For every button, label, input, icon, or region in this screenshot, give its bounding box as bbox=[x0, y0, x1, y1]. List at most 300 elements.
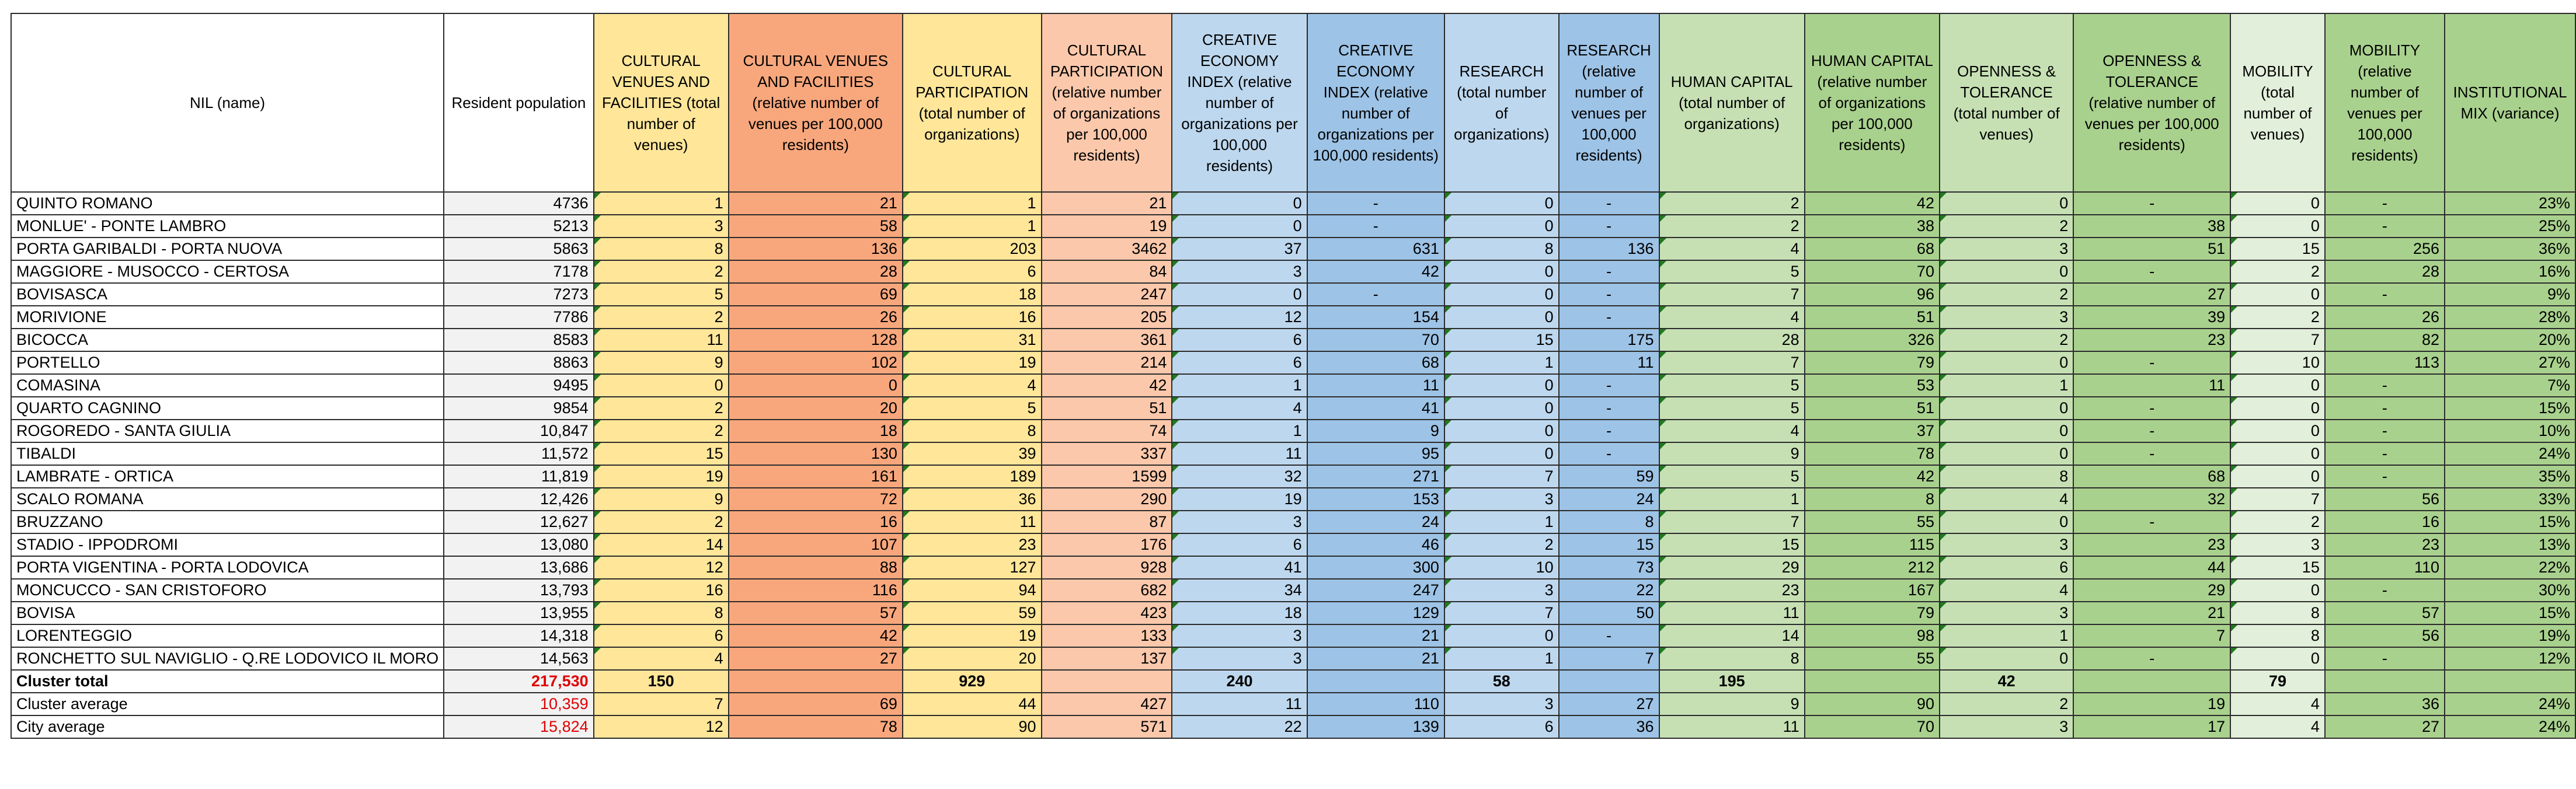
value-cell: 11 bbox=[1659, 602, 1805, 624]
value-cell: 27 bbox=[729, 647, 903, 670]
value-cell: 1 bbox=[1940, 374, 2073, 397]
value-cell: - bbox=[1559, 624, 1659, 647]
value-cell: 28% bbox=[2445, 306, 2575, 329]
value-cell: 0 bbox=[1444, 192, 1559, 215]
value-cell: 6 bbox=[1940, 556, 2073, 579]
value-cell: 247 bbox=[1307, 579, 1444, 602]
value-cell: 7 bbox=[2073, 624, 2230, 647]
value-cell: 36 bbox=[1559, 715, 1659, 738]
value-cell: 9 bbox=[1307, 420, 1444, 442]
value-cell: 247 bbox=[1042, 283, 1172, 306]
value-cell: 38 bbox=[1805, 215, 1940, 238]
value-cell: 7 bbox=[594, 693, 729, 715]
value-cell bbox=[729, 670, 903, 693]
value-cell: 90 bbox=[903, 715, 1042, 738]
table-row bbox=[11, 374, 2575, 397]
nil-name-cell: LORENTEGGIO bbox=[11, 624, 444, 647]
value-cell: 361 bbox=[1042, 329, 1172, 351]
nil-name-cell: MORIVIONE bbox=[11, 306, 444, 329]
value-cell: 11 bbox=[1659, 715, 1805, 738]
value-cell: 28 bbox=[729, 260, 903, 283]
nil-name-cell: ROGOREDO - SANTA GIULIA bbox=[11, 420, 444, 442]
value-cell: 153 bbox=[1307, 488, 1444, 511]
value-cell: 19 bbox=[903, 351, 1042, 374]
value-cell: 175 bbox=[1559, 329, 1659, 351]
value-cell: 95 bbox=[1307, 442, 1444, 465]
population-cell: 7786 bbox=[444, 306, 594, 329]
value-cell: 5 bbox=[1659, 465, 1805, 488]
value-cell: 27% bbox=[2445, 351, 2575, 374]
value-cell: 23% bbox=[2445, 192, 2575, 215]
value-cell: 51 bbox=[2073, 238, 2230, 260]
value-cell: 26 bbox=[729, 306, 903, 329]
value-cell: 110 bbox=[1307, 693, 1444, 715]
value-cell: 9 bbox=[1659, 442, 1805, 465]
table-row bbox=[11, 647, 2575, 670]
value-cell: 10 bbox=[2230, 351, 2325, 374]
value-cell: 4 bbox=[1659, 420, 1805, 442]
value-cell: 27 bbox=[2073, 283, 2230, 306]
value-cell: 57 bbox=[2325, 602, 2445, 624]
value-cell: 2 bbox=[2230, 306, 2325, 329]
value-cell: 11 bbox=[2073, 374, 2230, 397]
value-cell: 15 bbox=[1559, 533, 1659, 556]
value-cell: 1 bbox=[1172, 420, 1307, 442]
value-cell: 73 bbox=[1559, 556, 1659, 579]
value-cell: 27 bbox=[1559, 693, 1659, 715]
population-cell: 8583 bbox=[444, 329, 594, 351]
value-cell: 42 bbox=[729, 624, 903, 647]
value-cell: 176 bbox=[1042, 533, 1172, 556]
value-cell: 11 bbox=[1307, 374, 1444, 397]
value-cell: 18 bbox=[729, 420, 903, 442]
nil-name-cell: STADIO - IPPODROMI bbox=[11, 533, 444, 556]
value-cell: 0 bbox=[2230, 579, 2325, 602]
value-cell: 39 bbox=[903, 442, 1042, 465]
value-cell: 9 bbox=[594, 488, 729, 511]
value-cell: 28 bbox=[2325, 260, 2445, 283]
value-cell: 55 bbox=[1805, 511, 1940, 533]
value-cell: 70 bbox=[1805, 715, 1940, 738]
value-cell: 21 bbox=[1307, 624, 1444, 647]
value-cell: 0 bbox=[1444, 215, 1559, 238]
value-cell: 2 bbox=[594, 397, 729, 420]
value-cell: 21 bbox=[729, 192, 903, 215]
value-cell: 8 bbox=[1444, 238, 1559, 260]
value-cell: - bbox=[2073, 192, 2230, 215]
nil-name-cell: BRUZZANO bbox=[11, 511, 444, 533]
value-cell: 20% bbox=[2445, 329, 2575, 351]
nil-name-cell: SCALO ROMANA bbox=[11, 488, 444, 511]
value-cell: 1 bbox=[1444, 647, 1559, 670]
value-cell: 0 bbox=[1444, 306, 1559, 329]
value-cell: 4 bbox=[1940, 488, 2073, 511]
population-cell: 5863 bbox=[444, 238, 594, 260]
value-cell: 78 bbox=[729, 715, 903, 738]
value-cell: 214 bbox=[1042, 351, 1172, 374]
value-cell: 427 bbox=[1042, 693, 1172, 715]
value-cell: 68 bbox=[1307, 351, 1444, 374]
value-cell: 3 bbox=[1940, 533, 2073, 556]
value-cell: 7% bbox=[2445, 374, 2575, 397]
value-cell: 139 bbox=[1307, 715, 1444, 738]
table-row bbox=[11, 579, 2575, 602]
value-cell: 15 bbox=[2230, 238, 2325, 260]
population-cell: 14,318 bbox=[444, 624, 594, 647]
table-row bbox=[11, 306, 2575, 329]
value-cell: 15% bbox=[2445, 397, 2575, 420]
value-cell: 32 bbox=[2073, 488, 2230, 511]
value-cell: 20 bbox=[729, 397, 903, 420]
table-row bbox=[11, 260, 2575, 283]
population-cell: 4736 bbox=[444, 192, 594, 215]
value-cell: 11 bbox=[903, 511, 1042, 533]
value-cell: 23 bbox=[2325, 533, 2445, 556]
value-cell: 74 bbox=[1042, 420, 1172, 442]
value-cell: 0 bbox=[1172, 192, 1307, 215]
value-cell: 3 bbox=[1172, 260, 1307, 283]
population-cell: 7273 bbox=[444, 283, 594, 306]
value-cell: 136 bbox=[1559, 238, 1659, 260]
value-cell: 42 bbox=[1042, 374, 1172, 397]
value-cell: 12% bbox=[2445, 647, 2575, 670]
value-cell: 15% bbox=[2445, 602, 2575, 624]
value-cell: 25% bbox=[2445, 215, 2575, 238]
value-cell: 5 bbox=[594, 283, 729, 306]
value-cell: 22 bbox=[1172, 715, 1307, 738]
value-cell: 94 bbox=[903, 579, 1042, 602]
nil-name-cell: PORTA GARIBALDI - PORTA NUOVA bbox=[11, 238, 444, 260]
value-cell: 11 bbox=[1172, 693, 1307, 715]
value-cell: 8 bbox=[1559, 511, 1659, 533]
value-cell: 2 bbox=[2230, 260, 2325, 283]
value-cell: 12 bbox=[594, 556, 729, 579]
value-cell: 3 bbox=[1940, 715, 2073, 738]
value-cell: 8 bbox=[2230, 624, 2325, 647]
value-cell: 8 bbox=[1805, 488, 1940, 511]
value-cell: 96 bbox=[1805, 283, 1940, 306]
value-cell: 2 bbox=[594, 306, 729, 329]
value-cell: 6 bbox=[594, 624, 729, 647]
value-cell: 36 bbox=[2325, 693, 2445, 715]
value-cell: - bbox=[1559, 306, 1659, 329]
value-cell: - bbox=[2325, 374, 2445, 397]
value-cell: 0 bbox=[1940, 420, 2073, 442]
value-cell: 212 bbox=[1805, 556, 1940, 579]
value-cell: 88 bbox=[729, 556, 903, 579]
value-cell: 2 bbox=[1659, 215, 1805, 238]
value-cell: 8 bbox=[2230, 602, 2325, 624]
population-cell: 13,686 bbox=[444, 556, 594, 579]
value-cell: 0 bbox=[1940, 192, 2073, 215]
value-cell: 16 bbox=[2325, 511, 2445, 533]
value-cell: 14 bbox=[1659, 624, 1805, 647]
value-cell: 11 bbox=[594, 329, 729, 351]
value-cell: 58 bbox=[729, 215, 903, 238]
value-cell: 21 bbox=[2073, 602, 2230, 624]
value-cell: 2 bbox=[2230, 511, 2325, 533]
value-cell: 11 bbox=[1559, 351, 1659, 374]
value-cell: 39 bbox=[2073, 306, 2230, 329]
nil-name-cell: PORTELLO bbox=[11, 351, 444, 374]
value-cell: 2 bbox=[1659, 192, 1805, 215]
value-cell: 23 bbox=[903, 533, 1042, 556]
value-cell bbox=[1307, 670, 1444, 693]
value-cell: 69 bbox=[729, 283, 903, 306]
nil-name-cell: QUARTO CAGNINO bbox=[11, 397, 444, 420]
table-row bbox=[11, 420, 2575, 442]
value-cell: 22 bbox=[1559, 579, 1659, 602]
value-cell: 23 bbox=[2073, 533, 2230, 556]
city-average-row bbox=[11, 715, 2575, 738]
value-cell: 42 bbox=[1940, 670, 2073, 693]
value-cell: 929 bbox=[903, 670, 1042, 693]
value-cell: 133 bbox=[1042, 624, 1172, 647]
value-cell: 423 bbox=[1042, 602, 1172, 624]
value-cell: 41 bbox=[1172, 556, 1307, 579]
value-cell: 571 bbox=[1042, 715, 1172, 738]
value-cell: 3 bbox=[1172, 647, 1307, 670]
value-cell: 36% bbox=[2445, 238, 2575, 260]
header-human-capital-total: HUMAN CAPITAL (total number of organizations) bbox=[1659, 13, 1805, 192]
value-cell: - bbox=[2325, 192, 2445, 215]
value-cell: 79 bbox=[1805, 351, 1940, 374]
value-cell: - bbox=[1559, 260, 1659, 283]
value-cell: 15% bbox=[2445, 511, 2575, 533]
value-cell: 15 bbox=[1659, 533, 1805, 556]
value-cell: 2 bbox=[1940, 215, 2073, 238]
nil-name-cell: PORTA VIGENTINA - PORTA LODOVICA bbox=[11, 556, 444, 579]
value-cell: 26 bbox=[2325, 306, 2445, 329]
nil-name-cell: Cluster average bbox=[11, 693, 444, 715]
value-cell: 10 bbox=[1444, 556, 1559, 579]
value-cell: 4 bbox=[1940, 579, 2073, 602]
value-cell: 7 bbox=[1559, 647, 1659, 670]
value-cell: 12 bbox=[1172, 306, 1307, 329]
value-cell: 4 bbox=[2230, 715, 2325, 738]
value-cell: 17 bbox=[2073, 715, 2230, 738]
value-cell: - bbox=[2325, 397, 2445, 420]
value-cell: - bbox=[1559, 420, 1659, 442]
value-cell: 7 bbox=[1444, 465, 1559, 488]
value-cell: 161 bbox=[729, 465, 903, 488]
value-cell: 5 bbox=[1659, 260, 1805, 283]
value-cell: 150 bbox=[594, 670, 729, 693]
value-cell: 0 bbox=[1940, 351, 2073, 374]
value-cell: 8 bbox=[594, 602, 729, 624]
value-cell: 271 bbox=[1307, 465, 1444, 488]
value-cell: 0 bbox=[1940, 647, 2073, 670]
value-cell: 0 bbox=[2230, 442, 2325, 465]
value-cell: 33% bbox=[2445, 488, 2575, 511]
population-cell: 12,627 bbox=[444, 511, 594, 533]
value-cell: - bbox=[2073, 511, 2230, 533]
value-cell: 18 bbox=[1172, 602, 1307, 624]
value-cell: 18 bbox=[903, 283, 1042, 306]
value-cell: 7 bbox=[2230, 488, 2325, 511]
header-nil-name: NIL (name) bbox=[11, 13, 444, 192]
value-cell: 53 bbox=[1805, 374, 1940, 397]
value-cell: 5 bbox=[1659, 374, 1805, 397]
value-cell: 1599 bbox=[1042, 465, 1172, 488]
value-cell: 0 bbox=[1444, 397, 1559, 420]
value-cell: 189 bbox=[903, 465, 1042, 488]
table-row bbox=[11, 351, 2575, 374]
table-row bbox=[11, 602, 2575, 624]
value-cell: 129 bbox=[1307, 602, 1444, 624]
value-cell: 16 bbox=[729, 511, 903, 533]
value-cell: 1 bbox=[1444, 351, 1559, 374]
value-cell: 3 bbox=[1444, 488, 1559, 511]
value-cell: 0 bbox=[2230, 420, 2325, 442]
value-cell: 69 bbox=[729, 693, 903, 715]
value-cell: 12 bbox=[594, 715, 729, 738]
nil-name-cell: Cluster total bbox=[11, 670, 444, 693]
value-cell: 15 bbox=[594, 442, 729, 465]
value-cell: 3462 bbox=[1042, 238, 1172, 260]
table-row bbox=[11, 624, 2575, 647]
value-cell: 87 bbox=[1042, 511, 1172, 533]
table-row bbox=[11, 533, 2575, 556]
value-cell: - bbox=[1559, 397, 1659, 420]
value-cell: 115 bbox=[1805, 533, 1940, 556]
value-cell: 300 bbox=[1307, 556, 1444, 579]
value-cell: 0 bbox=[729, 374, 903, 397]
value-cell: 68 bbox=[1805, 238, 1940, 260]
header-cultural-participation-total: CULTURAL PARTICIPATION (total number of organizations) bbox=[903, 13, 1042, 192]
value-cell: 29 bbox=[2073, 579, 2230, 602]
header-human-capital-relative: HUMAN CAPITAL (relative number of organizations per 100,000 residents) bbox=[1805, 13, 1940, 192]
value-cell: 24% bbox=[2445, 693, 2575, 715]
nil-name-cell: BOVISA bbox=[11, 602, 444, 624]
value-cell: 4 bbox=[1659, 306, 1805, 329]
nil-name-cell: MAGGIORE - MUSOCCO - CERTOSA bbox=[11, 260, 444, 283]
value-cell: 8 bbox=[1940, 465, 2073, 488]
value-cell: 41 bbox=[1307, 397, 1444, 420]
value-cell: - bbox=[2325, 579, 2445, 602]
value-cell: 2 bbox=[594, 511, 729, 533]
value-cell: 167 bbox=[1805, 579, 1940, 602]
value-cell: - bbox=[2073, 647, 2230, 670]
value-cell: 23 bbox=[2073, 329, 2230, 351]
nil-name-cell: MONCUCCO - SAN CRISTOFORO bbox=[11, 579, 444, 602]
header-row bbox=[11, 13, 2575, 192]
value-cell: 0 bbox=[2230, 192, 2325, 215]
nil-name-cell: LAMBRATE - ORTICA bbox=[11, 465, 444, 488]
value-cell: 56 bbox=[2325, 624, 2445, 647]
value-cell: 0 bbox=[1940, 511, 2073, 533]
value-cell: 6 bbox=[1172, 329, 1307, 351]
value-cell: - bbox=[2073, 351, 2230, 374]
header-research-relative: RESEARCH (relative number of venues per 100,000 residents) bbox=[1559, 13, 1659, 192]
value-cell: 290 bbox=[1042, 488, 1172, 511]
value-cell: 44 bbox=[903, 693, 1042, 715]
population-cell: 13,793 bbox=[444, 579, 594, 602]
value-cell: 0 bbox=[1444, 420, 1559, 442]
value-cell: 195 bbox=[1659, 670, 1805, 693]
value-cell: 102 bbox=[729, 351, 903, 374]
value-cell: 0 bbox=[594, 374, 729, 397]
value-cell: 154 bbox=[1307, 306, 1444, 329]
table-row bbox=[11, 238, 2575, 260]
population-cell: 11,819 bbox=[444, 465, 594, 488]
value-cell: 8 bbox=[594, 238, 729, 260]
value-cell: 59 bbox=[1559, 465, 1659, 488]
value-cell: 0 bbox=[1172, 283, 1307, 306]
value-cell: 7 bbox=[2230, 329, 2325, 351]
population-cell: 13,955 bbox=[444, 602, 594, 624]
value-cell: 13% bbox=[2445, 533, 2575, 556]
value-cell: 11 bbox=[1172, 442, 1307, 465]
value-cell: 2 bbox=[1940, 329, 2073, 351]
indicator-table bbox=[11, 13, 2576, 739]
value-cell: - bbox=[2325, 215, 2445, 238]
value-cell: 2 bbox=[1940, 283, 2073, 306]
value-cell: 16 bbox=[903, 306, 1042, 329]
value-cell: 51 bbox=[1805, 397, 1940, 420]
header-openness-total: OPENNESS & TOLERANCE (total number of venues) bbox=[1940, 13, 2073, 192]
value-cell: 8 bbox=[903, 420, 1042, 442]
table-row bbox=[11, 192, 2575, 215]
value-cell: 59 bbox=[903, 602, 1042, 624]
value-cell: 1 bbox=[1444, 511, 1559, 533]
value-cell: 0 bbox=[1444, 442, 1559, 465]
value-cell: 84 bbox=[1042, 260, 1172, 283]
value-cell: 70 bbox=[1307, 329, 1444, 351]
value-cell: 0 bbox=[1940, 397, 2073, 420]
value-cell: 82 bbox=[2325, 329, 2445, 351]
value-cell: 42 bbox=[1307, 260, 1444, 283]
value-cell: 28 bbox=[1659, 329, 1805, 351]
value-cell: 23 bbox=[1659, 579, 1805, 602]
value-cell: 50 bbox=[1559, 602, 1659, 624]
value-cell: 1 bbox=[1659, 488, 1805, 511]
value-cell: 36 bbox=[903, 488, 1042, 511]
value-cell: 128 bbox=[729, 329, 903, 351]
cluster-total-row bbox=[11, 670, 2575, 693]
value-cell: 42 bbox=[1805, 465, 1940, 488]
value-cell: 79 bbox=[2230, 670, 2325, 693]
table-row bbox=[11, 215, 2575, 238]
value-cell: 51 bbox=[1805, 306, 1940, 329]
value-cell: 15 bbox=[1444, 329, 1559, 351]
header-cultural-venues-total: CULTURAL VENUES AND FACILITIES (total number of venues) bbox=[594, 13, 729, 192]
value-cell: - bbox=[1559, 374, 1659, 397]
table-row bbox=[11, 488, 2575, 511]
value-cell: 0 bbox=[1172, 215, 1307, 238]
value-cell: 78 bbox=[1805, 442, 1940, 465]
value-cell: 19 bbox=[1042, 215, 1172, 238]
value-cell: - bbox=[2325, 283, 2445, 306]
nil-name-cell: BOVISASCA bbox=[11, 283, 444, 306]
value-cell: 6 bbox=[1172, 533, 1307, 556]
value-cell: 0 bbox=[2230, 374, 2325, 397]
value-cell: 5 bbox=[1659, 397, 1805, 420]
value-cell: 1 bbox=[903, 192, 1042, 215]
value-cell: 337 bbox=[1042, 442, 1172, 465]
value-cell: 3 bbox=[1444, 693, 1559, 715]
population-cell: 10,359 bbox=[444, 693, 594, 715]
value-cell: 2 bbox=[594, 420, 729, 442]
value-cell: - bbox=[1559, 283, 1659, 306]
value-cell: - bbox=[1559, 215, 1659, 238]
table-row bbox=[11, 283, 2575, 306]
header-openness-relative: OPENNESS & TOLERANCE (relative number of venues per 100,000 residents) bbox=[2073, 13, 2230, 192]
value-cell bbox=[2445, 670, 2575, 693]
value-cell: 113 bbox=[2325, 351, 2445, 374]
population-cell: 14,563 bbox=[444, 647, 594, 670]
value-cell: 19% bbox=[2445, 624, 2575, 647]
